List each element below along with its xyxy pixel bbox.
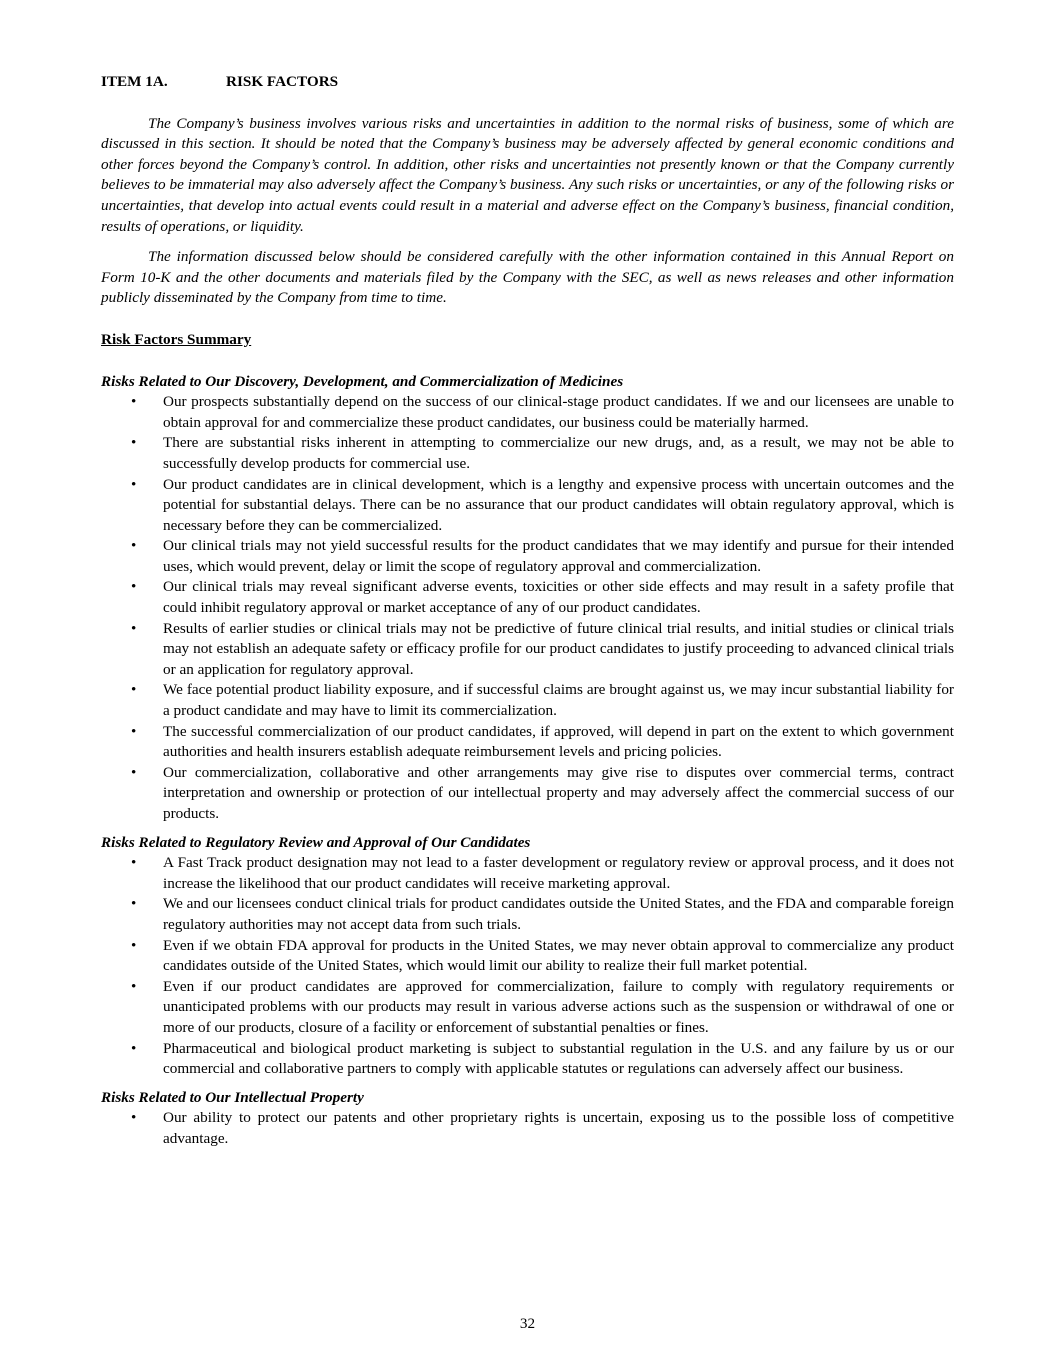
document-page [101,72,954,1150]
summary-title: Risk Factors Summary [101,330,252,348]
risk-item: • Pharmaceutical and biological product marketing is subject to substantial regulation in the U.S. and any failure by us or our commercial and collaborative partners to comply with applicable statutes or regulations can adversely affect our business. [101,1039,954,1080]
intro-paragraph: The information discussed below should be considered carefully with the other information contained in this Annual Report on Form 10-K and the other documents and materials filed by the Company with the SEC, as well as news releases and other information publicly disseminated by the Company from time to time. [101,248,954,307]
risk-item: • Our ability to protect our patents and other proprietary rights is uncertain, exposing us to the possible loss of competitive advantage. [101,1108,954,1149]
section-heading: Risks Related to Our Intellectual Property [101,1088,364,1106]
risk-item: • Our commercialization, collaborative and other arrangements may give rise to disputes over commercial terms, contract interpretation and ownership or protection of our intellectual property and may adversely affect the commercial success of our products. [101,763,954,825]
risk-list [101,853,954,1080]
risk-item: • Our prospects substantially depend on the success of our clinical-stage product candidates. If we and our licensees are unable to obtain approval for and commercialize these product candidates, our business could be materially harmed. [101,392,954,433]
risk-item: • Results of earlier studies or clinical trials may not be predictive of future clinical trial results, and initial studies or clinical trials may not establish an adequate safety or efficacy profile for our product candidates to justify proceeding to advanced clinical trials or an application for regulatory approval. [101,619,954,681]
risk-item: • We and our licensees conduct clinical trials for product candidates outside the United States, and the FDA and comparable foreign regulatory authorities may not accept data from such trials. [101,894,954,935]
risk-item: • A Fast Track product designation may not lead to a faster development or regulatory review or approval process, and it does not increase the likelihood that our product candidates will receive marketing approval. [101,853,954,894]
item-number: ITEM 1A. [101,73,168,90]
section-heading: Risks Related to Regulatory Review and Approval of Our Candidates [101,833,531,851]
risk-item: • Our product candidates are in clinical development, which is a lengthy and expensive process with uncertain outcomes and the potential for substantial delays. There can be no assurance that our product candidates will obtain regulatory approval, which is necessary before they can be commercialized. [101,475,954,537]
section-heading: Risks Related to Our Discovery, Development, and Commercialization of Medicines [101,372,624,390]
risk-item: • Our clinical trials may reveal significant adverse events, toxicities or other side effects and may result in a safety profile that could inhibit regulatory approval or market acceptance of any of our product candidates. [101,577,954,618]
risk-item: • Even if we obtain FDA approval for products in the United States, we may never obtain approval to commercialize any product candidates outside of the United States, which would limit our ability to realize their full market potential. [101,936,954,977]
risk-item: • The successful commercialization of our product candidates, if approved, will depend in part on the extent to which government authorities and health insurers establish adequate reimbursement levels and pricing policies. [101,722,954,763]
page-number: 32 [519,1315,536,1332]
risk-item: • Our clinical trials may not yield successful results for the product candidates that we may identify and pursue for their intended uses, which would prevent, delay or limit the scope of regulatory approval and commercialization. [101,536,954,577]
risk-list [101,392,954,824]
risk-item: • There are substantial risks inherent in attempting to commercialize our new drugs, and, as a result, we may not be able to successfully develop products for commercial use. [101,433,954,474]
item-heading [101,72,954,93]
item-title: RISK FACTORS [226,73,339,90]
risk-list [101,1108,954,1149]
risk-item: • Even if our product candidates are approved for commercialization, failure to comply with regulatory requirements or unanticipated problems with our products may result in various adverse actions such as the suspension or withdrawal of one or more of our products, closure of a facility or enforcement of substantial penalties or fines. [101,977,954,1039]
intro-paragraph: The Company’s business involves various risks and uncertainties in addition to the normal risks of business, some of which are discussed in this section. It should be noted that the Company’s business may be adversely affected by general economic conditions and other forces beyond the Company’s control. In addition, other risks and uncertainties not presently known or that the Company currently believes to be immaterial may also adversely affect the Company’s business. Any such risks or uncertainties, or any of the following risks or uncertainties, that develop into actual events could result in a material and adverse effect on the Company’s business, financial condition, results of operations, or liquidity. [101,114,954,235]
risk-item: • We face potential product liability exposure, and if successful claims are brought against us, we may incur substantial liability for a product candidate and may have to limit its commercialization. [101,680,954,721]
